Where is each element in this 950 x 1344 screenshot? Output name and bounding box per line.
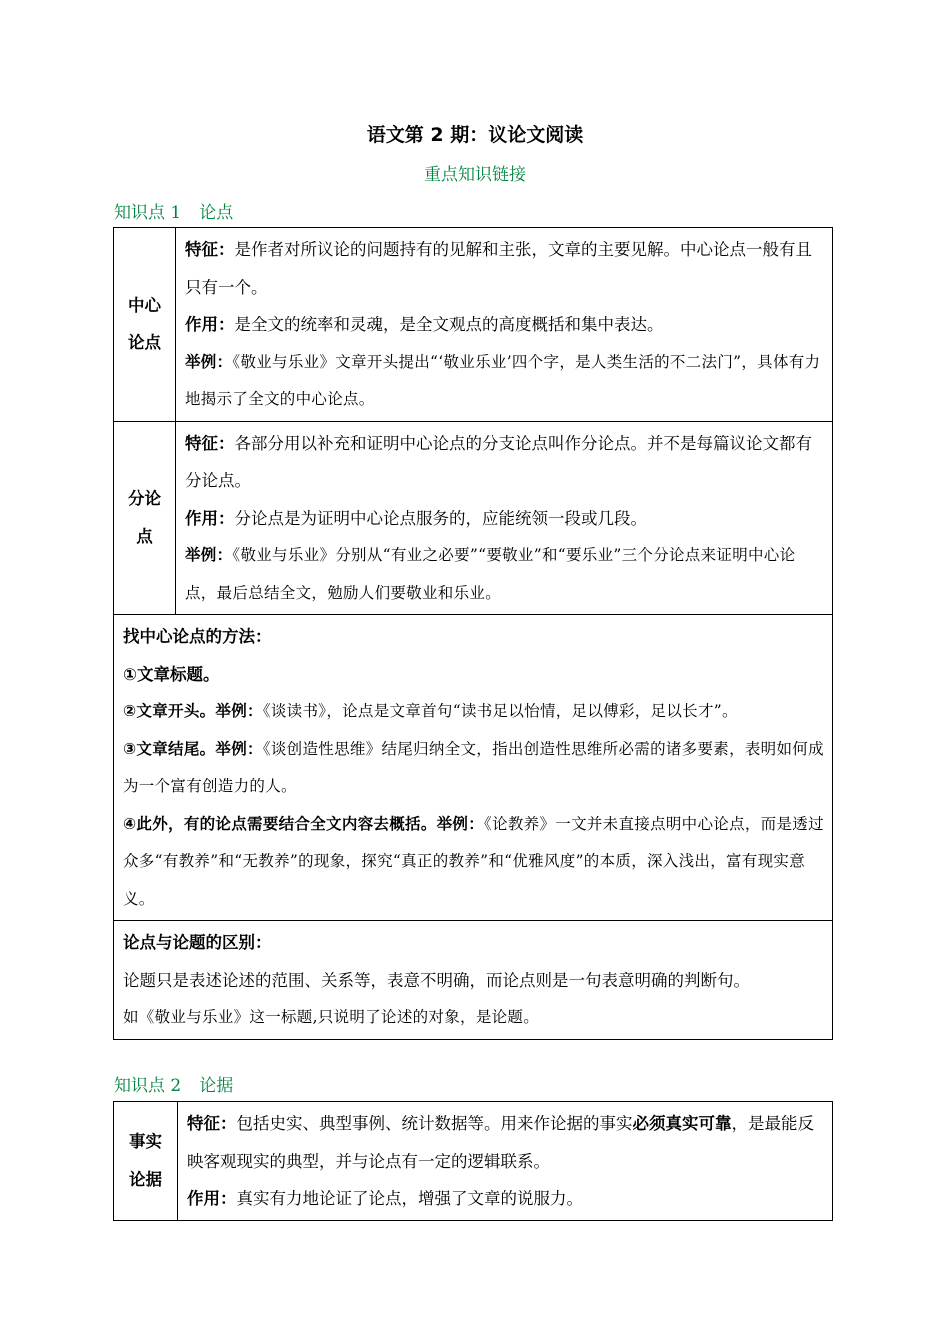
central-argument-content bbox=[176, 228, 833, 422]
section1-heading bbox=[114, 198, 233, 223]
page-title: 语文第 2 期：议论文阅读 bbox=[366, 124, 584, 146]
sub-argument-row bbox=[114, 421, 833, 615]
fact-evidence-row bbox=[114, 1102, 833, 1221]
central-role: 作用：是全文的统率和灵魂，是全文观点的高度概括和集中表达。 bbox=[185, 315, 664, 334]
method-1: ①文章标题。 bbox=[123, 664, 220, 684]
section2-heading bbox=[114, 1071, 233, 1096]
difference-heading: 论点与论题的区别： bbox=[123, 933, 272, 952]
sub-feature: 特征：各部分用以补充和证明中心论点的分支论点叫作分论点。并不是每篇议论文都有分论点。 bbox=[185, 433, 812, 490]
section1-number: 知识点 1 bbox=[114, 203, 182, 223]
section1-table bbox=[113, 227, 833, 1040]
sub-argument-label: 分论 点 bbox=[114, 421, 176, 615]
difference-row bbox=[114, 921, 833, 1040]
fact-feature: 特征：包括史实、典型事例、统计数据等。用来作论据的事实必须真实可靠，是最能反映客观现实的典型，并与论点有一定的逻辑联系。 bbox=[187, 1114, 814, 1171]
section2-table bbox=[113, 1101, 833, 1221]
sub-example: 举例：《敬业与乐业》分别从“有业之必要”“要敬业”和“要乐业”三个分论点来证明中心论点，最后总结全文，勉励人们要敬业和乐业。 bbox=[185, 546, 796, 602]
method-4: ④此外，有的论点需要结合全文内容去概括。举例：《论教养》一文并未直接点明中心论点，而是透过众多“有教养”和“无教养”的现象，探究“真正的教养”和“优雅风度”的本质，深入浅出，富有现实意义。 bbox=[123, 814, 824, 908]
section2-number: 知识点 2 bbox=[114, 1076, 182, 1096]
central-argument-label: 中心 论点 bbox=[114, 228, 176, 422]
method-2: ②文章开头。举例：《谈读书》，论点是文章首句“读书足以怡情，足以傅彩，足以长才”。 bbox=[123, 702, 738, 720]
methods-row bbox=[114, 615, 833, 921]
methods-heading: 找中心论点的方法： bbox=[123, 627, 272, 646]
central-feature: 特征：是作者对所议论的问题持有的见解和主张，文章的主要见解。中心论点一般有且只有一个。 bbox=[185, 240, 812, 297]
central-example: 举例：《敬业与乐业》文章开头提出“‘敬业乐业’四个字，是人类生活的不二法门”，具体有力地揭示了全文的中心论点。 bbox=[185, 352, 821, 408]
central-argument-row bbox=[114, 228, 833, 422]
method-3: ③文章结尾。举例：《谈创造性思维》结尾归纳全文，指出创造性思维所必需的诸多要素，表明如何成为一个富有创造力的人。 bbox=[123, 739, 824, 795]
fact-evidence-label: 事实 论据 bbox=[114, 1102, 178, 1221]
section2-topic: 论据 bbox=[199, 1076, 234, 1096]
difference-text-1: 论题只是表述论述的范围、关系等，表意不明确，而论点则是一句表意明确的判断句。 bbox=[123, 970, 750, 990]
sub-argument-content bbox=[176, 421, 833, 615]
page-subtitle: 重点知识链接 bbox=[424, 165, 526, 185]
difference-text-2: 如《敬业与乐业》这一标题,只说明了论述的对象，是论题。 bbox=[123, 1008, 540, 1026]
fact-role: 作用：真实有力地论证了论点，增强了文章的说服力。 bbox=[187, 1189, 583, 1208]
section1-topic: 论点 bbox=[199, 203, 234, 223]
difference-content bbox=[114, 921, 833, 1040]
sub-role: 作用：分论点是为证明中心论点服务的，应能统领一段或几段。 bbox=[185, 508, 647, 528]
methods-content bbox=[114, 615, 833, 921]
fact-evidence-content bbox=[178, 1102, 833, 1221]
